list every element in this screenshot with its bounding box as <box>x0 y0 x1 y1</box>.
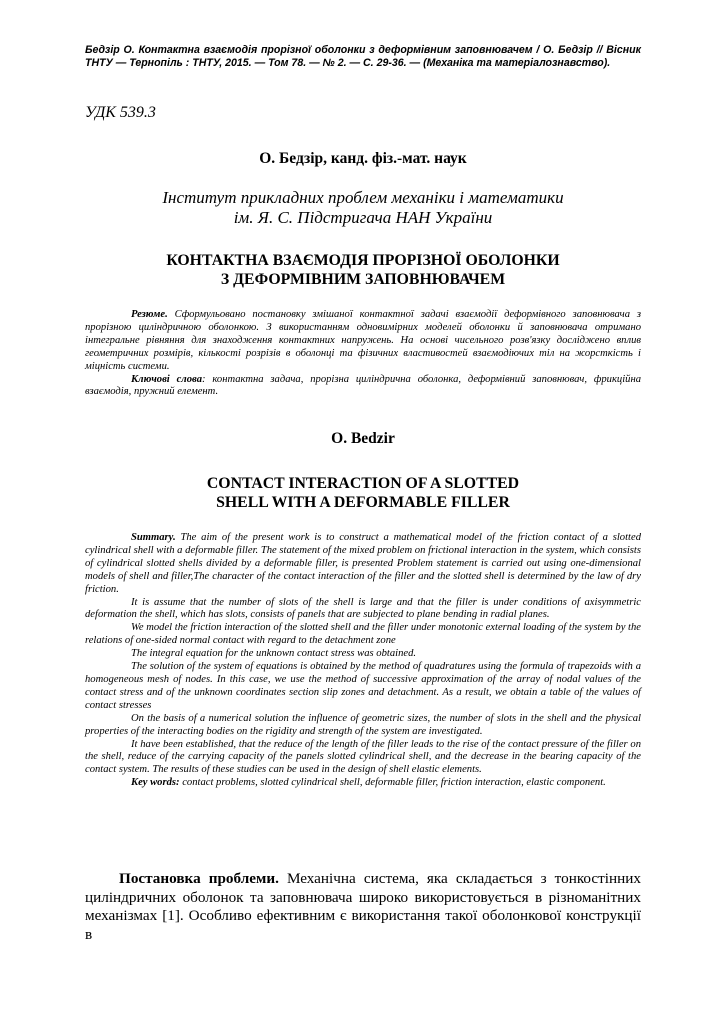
title-english-line-2: SHELL WITH A DEFORMABLE FILLER <box>216 494 510 511</box>
udc-code: УДК 539.3 <box>85 104 156 121</box>
summary-paragraph: It is assume that the number of slots of the shell is large and that the filler is under conditions of axisymmetric deformation the shell, which has slots, consists of panels that are subjected to plane bending in radial planes. <box>85 596 641 621</box>
keywords-label: Key words: <box>131 777 180 789</box>
section-heading: Постановка проблеми. <box>119 870 279 887</box>
title-english-line-1: CONTACT INTERACTION OF A SLOTTED <box>206 475 520 492</box>
keywords-english <box>85 777 641 790</box>
institution-line-2: ім. Я. С. Підстригача НАН України <box>233 208 493 227</box>
institution <box>85 188 641 228</box>
keywords-label: Ключові слова <box>131 373 202 385</box>
institution-line-1: Інститут прикладних проблем механіки і математики <box>162 188 564 207</box>
summary-paragraph: It have been established, that the reduce of the length of the filler leads to the rise of the contact pressure of the filler on the shell, reduce of the carrying capacity of the panels slotted cylindrical shell, and the decrease in the bearing capacity of the contact system. The results of these studies can be used in the design of shell elastic elements. <box>85 738 641 776</box>
abstract-ukrainian-paragraph <box>85 309 641 374</box>
keywords-text: : контактна задача, прорізна циліндрична оболонка, деформівний заповнювач, фрикційна взаємодія, пружний елемент. <box>85 373 641 398</box>
title-ukrainian-line-1: КОНТАКТНА ВЗАЄМОДІЯ ПРОРІЗНОЇ ОБОЛОНКИ <box>166 252 560 269</box>
summary-paragraph <box>85 532 641 597</box>
summary-paragraph: The solution of the system of equations is obtained by the method of quadratures using the formula of trapezoids with a homogeneous mesh of nodes. In this case, we use the method of successive approximation of the array of nodal values of the contact stress and of the unknown coordinates section slip zones and detachment. As a result, we obtain a table of the values of contact stresses <box>85 661 641 711</box>
summary-paragraph: On the basis of a numerical solution the influence of geometric sizes, the number of slots in the shell and the physical properties of the interacting bodies on the rigidity and strength of the system are investigated. <box>85 712 641 737</box>
title-english <box>85 474 641 512</box>
title-ukrainian <box>85 251 641 289</box>
summary-paragraph: We model the friction interaction of the slotted shell and the filler under monotonic external loading of the system by the relations of one-sided normal contact with regard to the detachment zone <box>85 622 641 647</box>
abstract-label: Резюме. <box>131 309 168 320</box>
summary-text: The aim of the present work is to construct a mathematical model of the friction contact of a slotted cylindrical shell with a deformable filler. The statement of the mixed problem on frictional interaction in the system, which consists of cylindrical slotted shells divided by a deformable filler, is presented Problem statement is carried out using one-dimensional models of shell and filler,The character of the contact interaction of the filler and the slotted shell is determined by the law of dry friction. <box>85 532 641 595</box>
body-text: Механічна система, яка складається з тонкостінних циліндричних оболонок та заповнювача широко використовується в різноманітних механізмах [1]. Особливо ефективним є використання такої оболонкової конструкції в <box>85 870 641 943</box>
abstract-ukrainian <box>85 309 641 399</box>
body-paragraph <box>85 870 641 944</box>
summary-label: Summary. <box>131 532 176 543</box>
keywords-text: contact problems, slotted cylindrical shell, deformable filler, friction interaction, elastic component. <box>179 777 606 789</box>
summary-english <box>85 532 641 790</box>
summary-paragraph: The integral equation for the unknown contact stress was obtained. <box>131 648 417 660</box>
abstract-text: Сформульовано постановку змішаної контактної задачі взаємодії деформівного заповнювача з прорізною циліндричною оболонкою. З використанням одновимірних моделей оболонки й заповнювача отримано інтегральне рівняння для знаходження контактних напружень. На основі чисельного розв'язку досліджено вплив геометричних розмірів, кількості розрізів в оболонці та фізичних властивостей взаємодіючих тіл на жорсткість і міцність системи. <box>85 309 641 372</box>
author-ukrainian: О. Бедзір, канд. фіз.-мат. наук <box>259 150 467 167</box>
citation-reference: Бедзір О. Контактна взаємодія прорізної оболонки з деформівним заповнювачем / О. Бедзір // Вісник ТНТУ — Тернопіль : ТНТУ, 2015. — Том 78. — № 2. — С. 29-36. — (Механіка та матеріалознавство). <box>85 44 641 70</box>
keywords-ukrainian <box>85 374 641 400</box>
author-english: O. Bedzir <box>331 430 395 447</box>
title-ukrainian-line-2: З ДЕФОРМІВНИМ ЗАПОВНЮВАЧЕМ <box>220 271 506 288</box>
